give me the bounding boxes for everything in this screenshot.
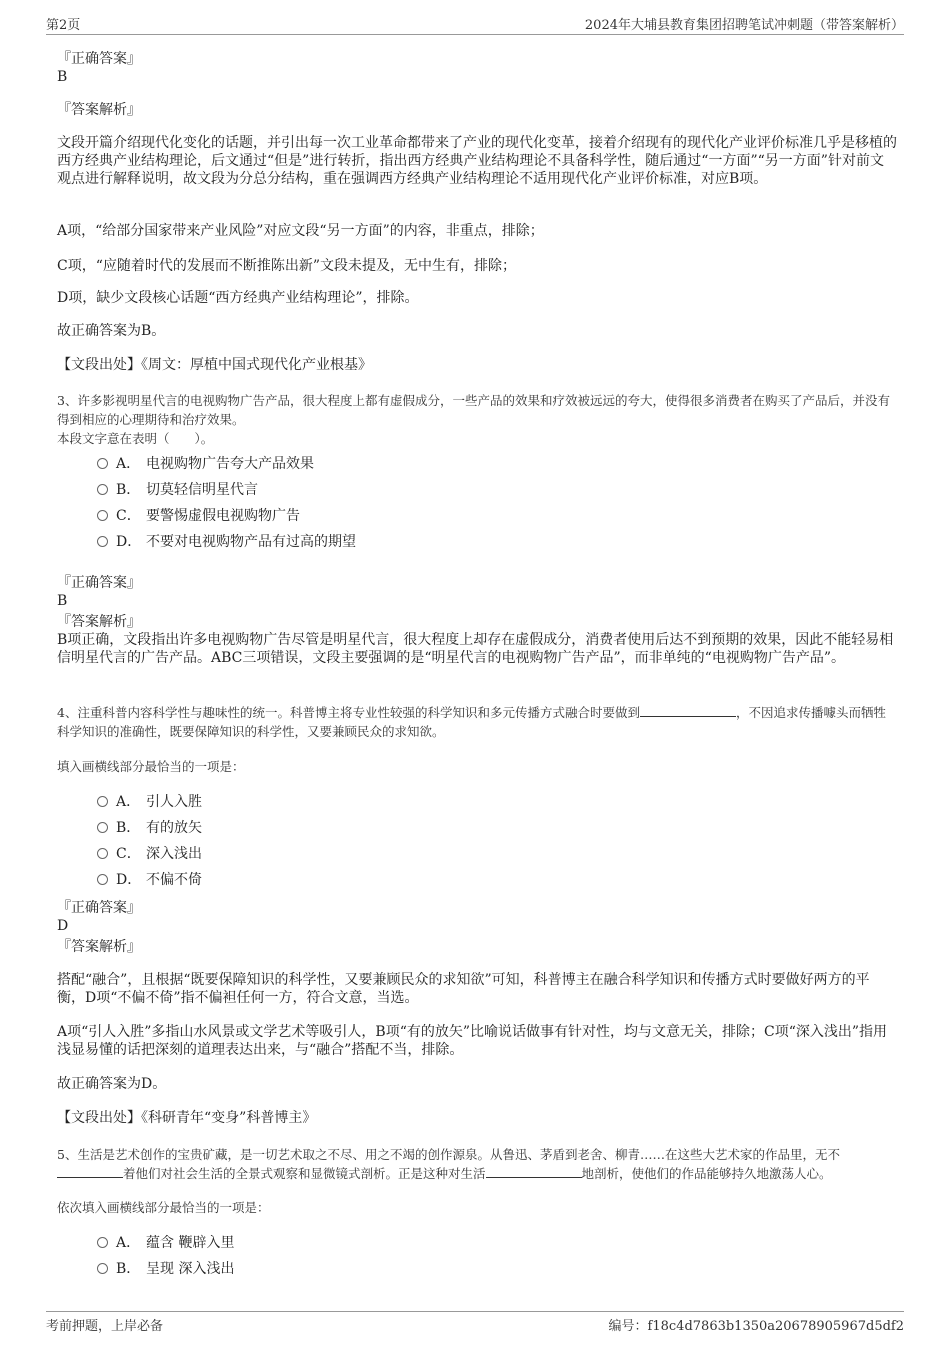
option-d[interactable]: D． 不偏不倚 (97, 871, 202, 889)
radio-icon[interactable] (97, 796, 108, 807)
analysis-paragraph: C项，“应随着时代的发展而不断推陈出新”文段未提及，无中生有，排除； (57, 258, 517, 274)
option-d[interactable]: D． 不要对电视购物产品有过高的期望 (97, 533, 356, 551)
fill-blank (57, 1165, 123, 1178)
option-a[interactable]: A． 电视购物广告夸大产品效果 (97, 455, 314, 473)
page-footer (46, 1311, 904, 1334)
answer-label: 『正确答案』 (57, 575, 141, 591)
option-b[interactable]: B． 有的放矢 (97, 819, 202, 837)
fill-blank (486, 1165, 582, 1178)
answer-value: D (57, 918, 69, 934)
fill-blank (640, 704, 736, 717)
document-title: 2024年大埔县教育集团招聘笔试冲刺题（带答案解析） (584, 18, 904, 33)
question-prompt: 填入画横线部分最恰当的一项是： (57, 759, 245, 774)
answer-label: 『正确答案』 (57, 900, 141, 916)
analysis-paragraph: 故正确答案为D。 (57, 1076, 167, 1092)
analysis-label: 『答案解析』 (57, 939, 141, 955)
analysis-paragraph: 文段开篇介绍现代化变化的话题，并引出每一次工业革命都带来了产业的现代化变革，接着介绍现有的现代化产业评价标准几乎是移植的西方经典产业结构理论，后文通过“但是”进行转折，指出西方经典产业结构理论不具备科学性，随后通过“一方面”“另一方面”针对前文观点进行解释说明，故文段为分总分结构，重在强调西方经典产业结构理论不适用现代化产业评价标准，对应B项。 (57, 135, 897, 187)
analysis-label: 『答案解析』 (57, 102, 141, 118)
answer-value: B (57, 69, 68, 85)
page-number: 第2页 (46, 18, 81, 33)
question-stem: 4、注重科普内容科学性与趣味性的统一。科普博主将专业性较强的科学知识和多元传播方式融合时要做到 ，不因追求传播噱头而牺牲科学知识的准确性，既要保障知识的科学性，又要兼顾民众的求知欲。 (57, 705, 886, 739)
radio-icon[interactable] (97, 874, 108, 885)
radio-icon[interactable] (97, 536, 108, 547)
option-a[interactable]: A． 引人入胜 (97, 793, 202, 811)
radio-icon[interactable] (97, 458, 108, 469)
question-stem: 5、生活是艺术创作的宝贵矿藏，是一切艺术取之不尽、用之不竭的创作源泉。从鲁迅、茅盾到老舍、柳青……在这些大艺术家的作品里，无不着他们对社会生活的全景式观察和显微镜式剖析。正是这种对生活 地剖析，使他们的作品能够持久地激荡人心。 (57, 1147, 840, 1181)
source-citation: 【文段出处】《周文：厚植中国式现代化产业根基》 (57, 357, 372, 373)
analysis-paragraph: A项“引人入胜”多指山水风景或文学艺术等吸引人，B项“有的放矢”比喻说话做事有针对性，均与文意无关，排除；C项“深入浅出”指用浅显易懂的话把深刻的道理表达出来，与“融合”搭配不当，排除。 (57, 1024, 888, 1058)
analysis-paragraph: D项，缺少文段核心话题“西方经典产业结构理论”，排除。 (57, 290, 419, 306)
question-stem: 3、许多影视明星代言的电视购物广告产品，很大程度上都有虚假成分，一些产品的效果和疗效被远远的夸大，使得很多消费者在购买了产品后，并没有得到相应的心理期待和治疗效果。 (57, 393, 890, 427)
footer-slogan: 考前押题，上岸必备 (46, 1319, 164, 1334)
document-code: 编号：f18c4d7863b1350a20678905967d5df2 (608, 1319, 904, 1334)
option-a[interactable]: A． 蕴含 鞭辟入里 (97, 1234, 234, 1252)
radio-icon[interactable] (97, 484, 108, 495)
answer-label: 『正确答案』 (57, 51, 141, 67)
radio-icon[interactable] (97, 822, 108, 833)
radio-icon[interactable] (97, 510, 108, 521)
radio-icon[interactable] (97, 848, 108, 859)
analysis-paragraph: B项正确，文段指出许多电视购物广告尽管是明星代言，很大程度上却存在虚假成分，消费者使用后达不到预期的效果，因此不能轻易相信明星代言的广告产品。ABC三项错误，文段主要强调的是“明星代言的电视购物广告产品”，而非单纯的“电视购物广告产品”。 (57, 632, 894, 666)
question-prompt: 本段文字意在表明（ ）。 (57, 431, 214, 446)
option-c[interactable]: C． 深入浅出 (97, 845, 202, 863)
analysis-paragraph: A项，“给部分国家带来产业风险”对应文段“另一方面”的内容，非重点，排除； (57, 223, 544, 239)
option-c[interactable]: C． 要警惕虚假电视购物广告 (97, 507, 300, 525)
source-citation: 【文段出处】《科研青年“变身”科普博主》 (57, 1110, 317, 1126)
answer-value: B (57, 593, 68, 609)
page-header (46, 12, 904, 35)
analysis-label: 『答案解析』 (57, 614, 141, 630)
option-b[interactable]: B． 切莫轻信明星代言 (97, 481, 258, 499)
analysis-paragraph: 搭配“融合”，且根据“既要保障知识的科学性，又要兼顾民众的求知欲”可知，科普博主在融合科学知识和传播方式时要做好两方的平衡，D项“不偏不倚”指不偏袒任何一方，符合文意，当选。 (57, 972, 870, 1006)
option-b[interactable]: B． 呈现 深入浅出 (97, 1260, 234, 1278)
question-prompt: 依次填入画横线部分最恰当的一项是： (57, 1200, 270, 1215)
analysis-paragraph: 故正确答案为B。 (57, 323, 166, 339)
radio-icon[interactable] (97, 1263, 108, 1274)
radio-icon[interactable] (97, 1237, 108, 1248)
